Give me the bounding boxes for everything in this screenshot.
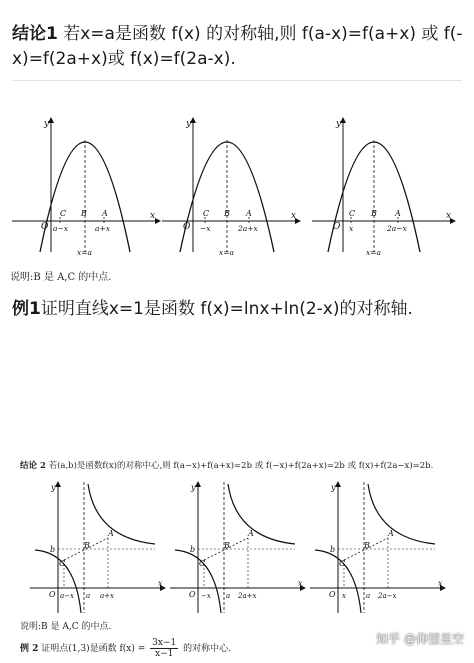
point-c-label: C	[59, 559, 66, 568]
conclusion1-label: 结论1	[12, 24, 58, 44]
tick-left-label: x	[342, 592, 346, 600]
y-axis-label: y	[186, 119, 192, 129]
tick-left-label: x	[349, 224, 354, 233]
tick-center-label: a	[86, 592, 91, 600]
parabola-graph-1	[12, 118, 160, 257]
example1-heading	[12, 296, 468, 322]
example1-text: 证明直线x=1是函数 f(x)=lnx+ln(2-x)的对称轴.	[40, 299, 413, 319]
y-axis-label: y	[51, 483, 56, 492]
tick-right-label: 2a−x	[378, 592, 397, 600]
b-label: b	[50, 545, 56, 554]
origin-label: O	[329, 590, 336, 599]
conclusion2-text: 若(a,b)是函数f(x)的对称中心,则 f(a−x)+f(a+x)=2b 或 f(−x)+f(2a+x)=2b 或 f(x)+f(2a−x)=2b.	[45, 461, 434, 471]
point-b-label: B	[224, 541, 230, 550]
note1: 说明:B 是 A,C 的中点.	[10, 272, 112, 283]
conclusion2-statement	[20, 459, 470, 471]
point-b-label: B	[224, 209, 230, 218]
point-c-label: C	[203, 209, 210, 218]
tick-right-label: 2a−x	[387, 224, 407, 233]
y-axis-label: y	[191, 483, 196, 492]
example2-fraction	[150, 638, 178, 659]
origin-label: O	[49, 590, 56, 599]
y-axis-label: y	[44, 119, 50, 129]
point-a-label: A	[108, 529, 114, 538]
tick-left-label: −x	[201, 592, 211, 600]
symmetry-line-label: x=a	[77, 248, 92, 257]
symmetry-line-label: x=a	[219, 248, 234, 257]
section-divider	[12, 80, 462, 81]
y-axis-label: y	[331, 483, 336, 492]
tick-right-label: a+x	[100, 592, 114, 600]
point-a-label: A	[102, 209, 108, 218]
point-c-label: C	[199, 559, 206, 568]
origin-label: O	[183, 222, 191, 232]
point-b-label: B	[371, 209, 377, 218]
point-a-label: A	[248, 529, 254, 538]
example2-suffix: 的对称中心.	[180, 644, 231, 654]
hyperbola-figures	[0, 478, 474, 616]
tick-right-label: 2a+x	[238, 592, 257, 600]
hyperbola-graph-2	[170, 482, 305, 613]
x-axis-label: x	[446, 211, 452, 221]
point-a-label: A	[388, 529, 394, 538]
conclusion1-heading	[12, 22, 468, 72]
origin-label: O	[41, 222, 49, 232]
point-c-label: C	[339, 559, 346, 568]
conclusion2-label: 结论 2	[20, 461, 46, 471]
b-label: b	[190, 545, 196, 554]
parabola-graph-2	[162, 118, 300, 257]
x-axis-label: x	[158, 579, 163, 588]
hyperbola-graph-3	[310, 482, 445, 613]
parabola-graph-3	[312, 118, 455, 257]
origin-label: O	[189, 590, 196, 599]
point-a-label: A	[395, 209, 401, 218]
example2-statement	[20, 638, 231, 659]
y-axis-label: y	[336, 119, 342, 129]
point-c-label: C	[349, 209, 356, 218]
point-c-label: C	[60, 209, 67, 218]
fraction-numerator: 3x−1	[152, 638, 177, 648]
hyperbola-graph-1	[30, 482, 165, 613]
origin-label: O	[333, 222, 341, 232]
point-b-label: B	[84, 541, 90, 550]
note2: 说明:B 是 A,C 的中点.	[20, 622, 112, 632]
x-axis-label: x	[438, 579, 443, 588]
point-b-label: B	[81, 209, 87, 218]
hyperbola-branch-right	[228, 484, 295, 544]
tick-left-label: −x	[200, 224, 211, 233]
hyperbola-branch-right	[368, 484, 435, 544]
tick-right-label: 2a+x	[238, 224, 258, 233]
example1-label: 例1	[12, 299, 41, 319]
parabola-figures	[0, 112, 474, 264]
b-label: b	[330, 545, 336, 554]
symmetry-line-label: x=a	[366, 248, 381, 257]
example2-label: 例 2	[20, 644, 39, 654]
watermark: 知乎 @仰望星空	[376, 632, 464, 646]
x-axis-label: x	[298, 579, 303, 588]
fraction-denominator: x−1	[155, 649, 174, 659]
hyperbola-branch-right	[88, 484, 155, 544]
tick-left-label: a−x	[53, 224, 68, 233]
tick-right-label: a+x	[95, 224, 110, 233]
tick-center-label: a	[226, 592, 231, 600]
x-axis-label: x	[291, 211, 297, 221]
example2-prefix: 证明点(1,3)是函数 f(x) =	[38, 644, 149, 654]
point-b-label: B	[364, 541, 370, 550]
x-axis-label: x	[150, 211, 156, 221]
conclusion1-text: 若x=a是函数 f(x) 的对称轴,则 f(a-x)=f(a+x) 或 f(-x)=f(2a+x)或 f(x)=f(2a-x).	[12, 24, 463, 69]
point-a-label: A	[246, 209, 252, 218]
tick-center-label: a	[366, 592, 371, 600]
tick-left-label: a−x	[60, 592, 74, 600]
